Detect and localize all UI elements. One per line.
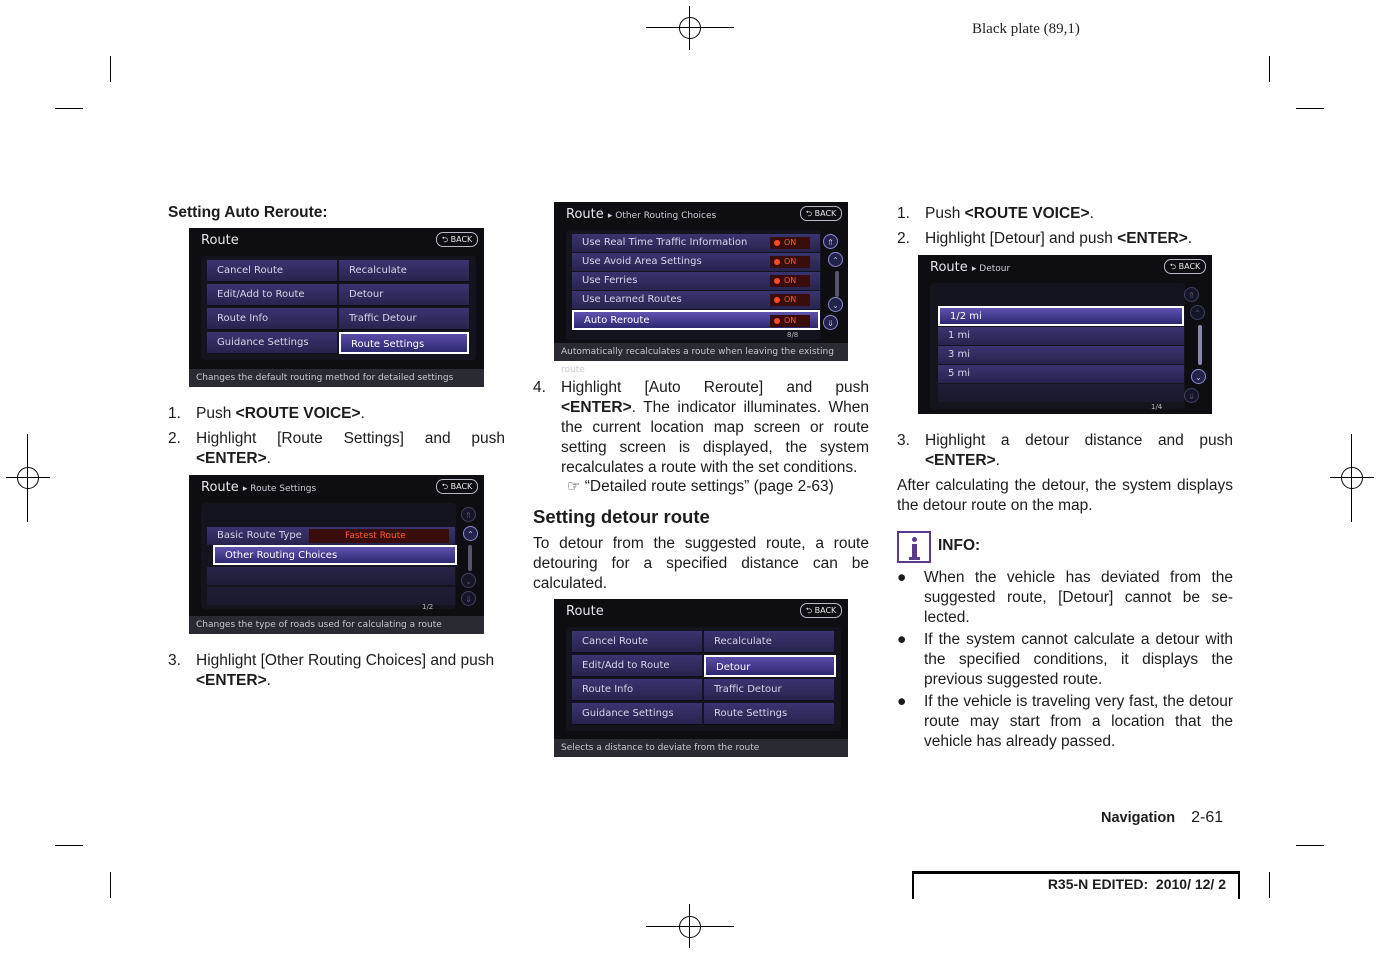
recalculate-button[interactable]: Recalculate — [339, 260, 469, 282]
info-bullet: ● When the vehicle has deviated from the suggested route, [Detour] cannot be se- lected. — [897, 569, 1233, 626]
page-reference: ☞ “Detailed route settings” (page 2-63) — [567, 478, 834, 495]
recalculate-button[interactable]: Recalculate — [704, 631, 834, 653]
scroll-top-icon[interactable]: ⇑ — [1184, 287, 1199, 302]
other-routing-choices-row[interactable]: Other Routing Choices — [213, 545, 457, 565]
screen-route-menu-detour — [554, 599, 848, 757]
crop-mark — [1296, 108, 1324, 109]
scroll-bottom-icon[interactable]: ⇓ — [823, 315, 838, 330]
option-row-avoid-area[interactable]: Use Avoid Area Settings ON — [572, 253, 820, 271]
registration-circle — [679, 916, 701, 938]
cancel-route-button[interactable]: Cancel Route — [572, 631, 702, 653]
screen-footer: Changes the type of roads used for calculating a route — [189, 616, 484, 634]
registration-circle — [1341, 467, 1363, 489]
detour-button[interactable]: Detour — [704, 655, 836, 677]
route-settings-button[interactable]: Route Settings — [339, 332, 469, 354]
detour-button[interactable]: Detour — [339, 284, 469, 306]
empty-row — [207, 567, 455, 585]
detour-option-5-mile[interactable]: 5 mi — [938, 365, 1184, 383]
screen-footer: Selects a distance to deviate from the route — [554, 739, 848, 757]
scroll-up-icon[interactable]: ⌃ — [463, 526, 478, 541]
registration-circle — [17, 467, 39, 489]
screen-other-routing-choices — [554, 202, 848, 375]
fastest-route-value: Fastest Route — [309, 529, 449, 543]
back-button[interactable]: ⮌ BACK — [800, 603, 842, 618]
screen-route-settings — [189, 475, 484, 634]
screen-title: Route ▸ Route Settings — [201, 480, 317, 495]
page-indicator: 1/2 — [422, 603, 434, 611]
scroll-top-icon[interactable]: ⇑ — [823, 234, 838, 249]
detour-result-text: After calculating the detour, the system displays the detour route on the map. — [897, 477, 1233, 514]
crop-mark — [110, 872, 111, 898]
route-info-button[interactable]: Route Info — [572, 679, 702, 701]
detour-intro: To detour from the suggested route, a route detouring for a specified distance can be calculated. — [533, 535, 869, 592]
scroll-down-icon[interactable]: ⌄ — [461, 573, 476, 588]
empty-row — [938, 384, 1184, 402]
on-indicator: ON — [770, 294, 810, 306]
screen-title: Route ▸ Other Routing Choices — [566, 207, 717, 222]
scroll-down-icon[interactable]: ⌄ — [828, 297, 843, 312]
detour-option-1-mile[interactable]: 1 mi — [938, 327, 1184, 345]
edit-add-route-button[interactable]: Edit/Add to Route — [572, 655, 702, 677]
step-2-detour: 2. Highlight [Detour] and push <ENTER>. — [897, 230, 1193, 247]
cancel-route-button[interactable]: Cancel Route — [207, 260, 337, 282]
page-indicator: 1/4 — [1151, 403, 1163, 411]
crop-mark — [110, 56, 111, 82]
step-3: 3. Highlight [Other Routing Choices] and push <ENTER>. — [168, 652, 495, 689]
scroll-up-icon[interactable]: ⌃ — [1190, 305, 1205, 320]
info-bullet: ● If the vehicle is traveling very fast, the detour route may start from a location that the vehicle has already passed. — [897, 693, 1233, 750]
screen-title: Route — [201, 233, 239, 248]
on-indicator: ON — [770, 315, 810, 327]
screen-footer: Changes the default routing method for detailed settings — [189, 369, 484, 387]
info-label: INFO: — [938, 537, 981, 554]
screen-detour-distance — [918, 255, 1212, 414]
traffic-detour-button[interactable]: Traffic Detour — [704, 679, 834, 701]
back-button[interactable]: ⮌ BACK — [800, 206, 842, 221]
bullet-icon: ● — [897, 693, 907, 710]
crop-mark — [1296, 845, 1324, 846]
traffic-detour-button[interactable]: Traffic Detour — [339, 308, 469, 330]
screen-title: Route — [566, 604, 604, 619]
empty-row — [207, 587, 455, 605]
guidance-settings-button[interactable]: Guidance Settings — [207, 332, 337, 354]
step-2: 2. Highlight [Route Settings] and push <ENTER>. — [168, 430, 505, 467]
step-4: 4. Highlight [Auto Reroute] and push <ENTER>. The indicator illuminates. When the current location map screen or route setting screen is displayed, the system recalculates a route with the set conditions. — [533, 379, 869, 476]
edit-stamp: R35-N EDITED: 2010/ 12/ 2 — [1047, 876, 1226, 892]
scroll-top-icon[interactable]: ⇑ — [461, 507, 476, 522]
on-indicator: ON — [770, 275, 810, 287]
screen-title: Route ▸ Detour — [930, 260, 1011, 275]
crop-mark — [1269, 56, 1270, 82]
crop-mark — [55, 845, 83, 846]
detour-option-3-mile[interactable]: 3 mi — [938, 346, 1184, 364]
back-button[interactable]: ⮌ BACK — [1164, 259, 1206, 274]
option-row-ferries[interactable]: Use Ferries ON — [572, 272, 820, 290]
scroll-bottom-icon[interactable]: ⇓ — [1184, 388, 1199, 403]
detour-option-half-mile[interactable]: 1/2 mi — [938, 306, 1184, 326]
edit-add-route-button[interactable]: Edit/Add to Route — [207, 284, 337, 306]
info-icon — [897, 531, 931, 563]
page-indicator: 8/8 — [787, 331, 799, 339]
option-row-traffic[interactable]: Use Real Time Traffic Information ON — [572, 234, 820, 252]
screen-footer: Automatically recalculates a route when leaving the existing route — [554, 343, 848, 361]
crop-mark — [55, 108, 83, 109]
scroll-down-icon[interactable]: ⌄ — [1191, 369, 1206, 384]
option-row-learned-routes[interactable]: Use Learned Routes ON — [572, 291, 820, 309]
guidance-settings-button[interactable]: Guidance Settings — [572, 703, 702, 725]
section-heading-auto-reroute: Setting Auto Reroute: — [168, 204, 328, 221]
scroll-bottom-icon[interactable]: ⇓ — [461, 591, 476, 606]
page-number: 2-61 — [1191, 809, 1224, 826]
registration-circle — [679, 17, 701, 39]
back-button[interactable]: ⮌ BACK — [436, 232, 478, 247]
section-heading-detour: Setting detour route — [533, 506, 710, 527]
step-1: 1. Push <ROUTE VOICE>. — [168, 405, 365, 422]
edit-stamp-box — [912, 871, 1240, 899]
reference-hand-icon: ☞ — [567, 478, 581, 495]
back-button[interactable]: ⮌ BACK — [436, 479, 478, 494]
scrollbar-track[interactable] — [835, 271, 839, 297]
crop-mark — [1269, 872, 1270, 898]
scroll-up-icon[interactable]: ⌃ — [828, 252, 843, 267]
on-indicator: ON — [770, 256, 810, 268]
page-footer-section: Navigation 2-61 — [1101, 809, 1224, 826]
on-indicator: ON — [770, 237, 810, 249]
route-settings-button[interactable]: Route Settings — [704, 703, 834, 725]
scrollbar-track[interactable] — [468, 545, 472, 571]
scrollbar-track[interactable] — [1198, 325, 1202, 365]
info-bullet: ● If the system cannot calculate a detour with the specified conditions, it displays the previous suggested route. — [897, 631, 1233, 688]
step-3-detour: 3. Highlight a detour distance and push <ENTER>. — [897, 432, 1233, 469]
screen-route-menu — [189, 228, 484, 387]
step-1-detour: 1. Push <ROUTE VOICE>. — [897, 205, 1094, 222]
basic-route-type-row[interactable]: Basic Route Type Fastest Route — [207, 527, 455, 545]
route-info-button[interactable]: Route Info — [207, 308, 337, 330]
bullet-icon: ● — [897, 569, 907, 586]
bullet-icon: ● — [897, 631, 907, 648]
plate-label: Black plate (89,1) — [972, 21, 1080, 37]
option-row-auto-reroute[interactable]: Auto Reroute ON — [572, 310, 820, 330]
